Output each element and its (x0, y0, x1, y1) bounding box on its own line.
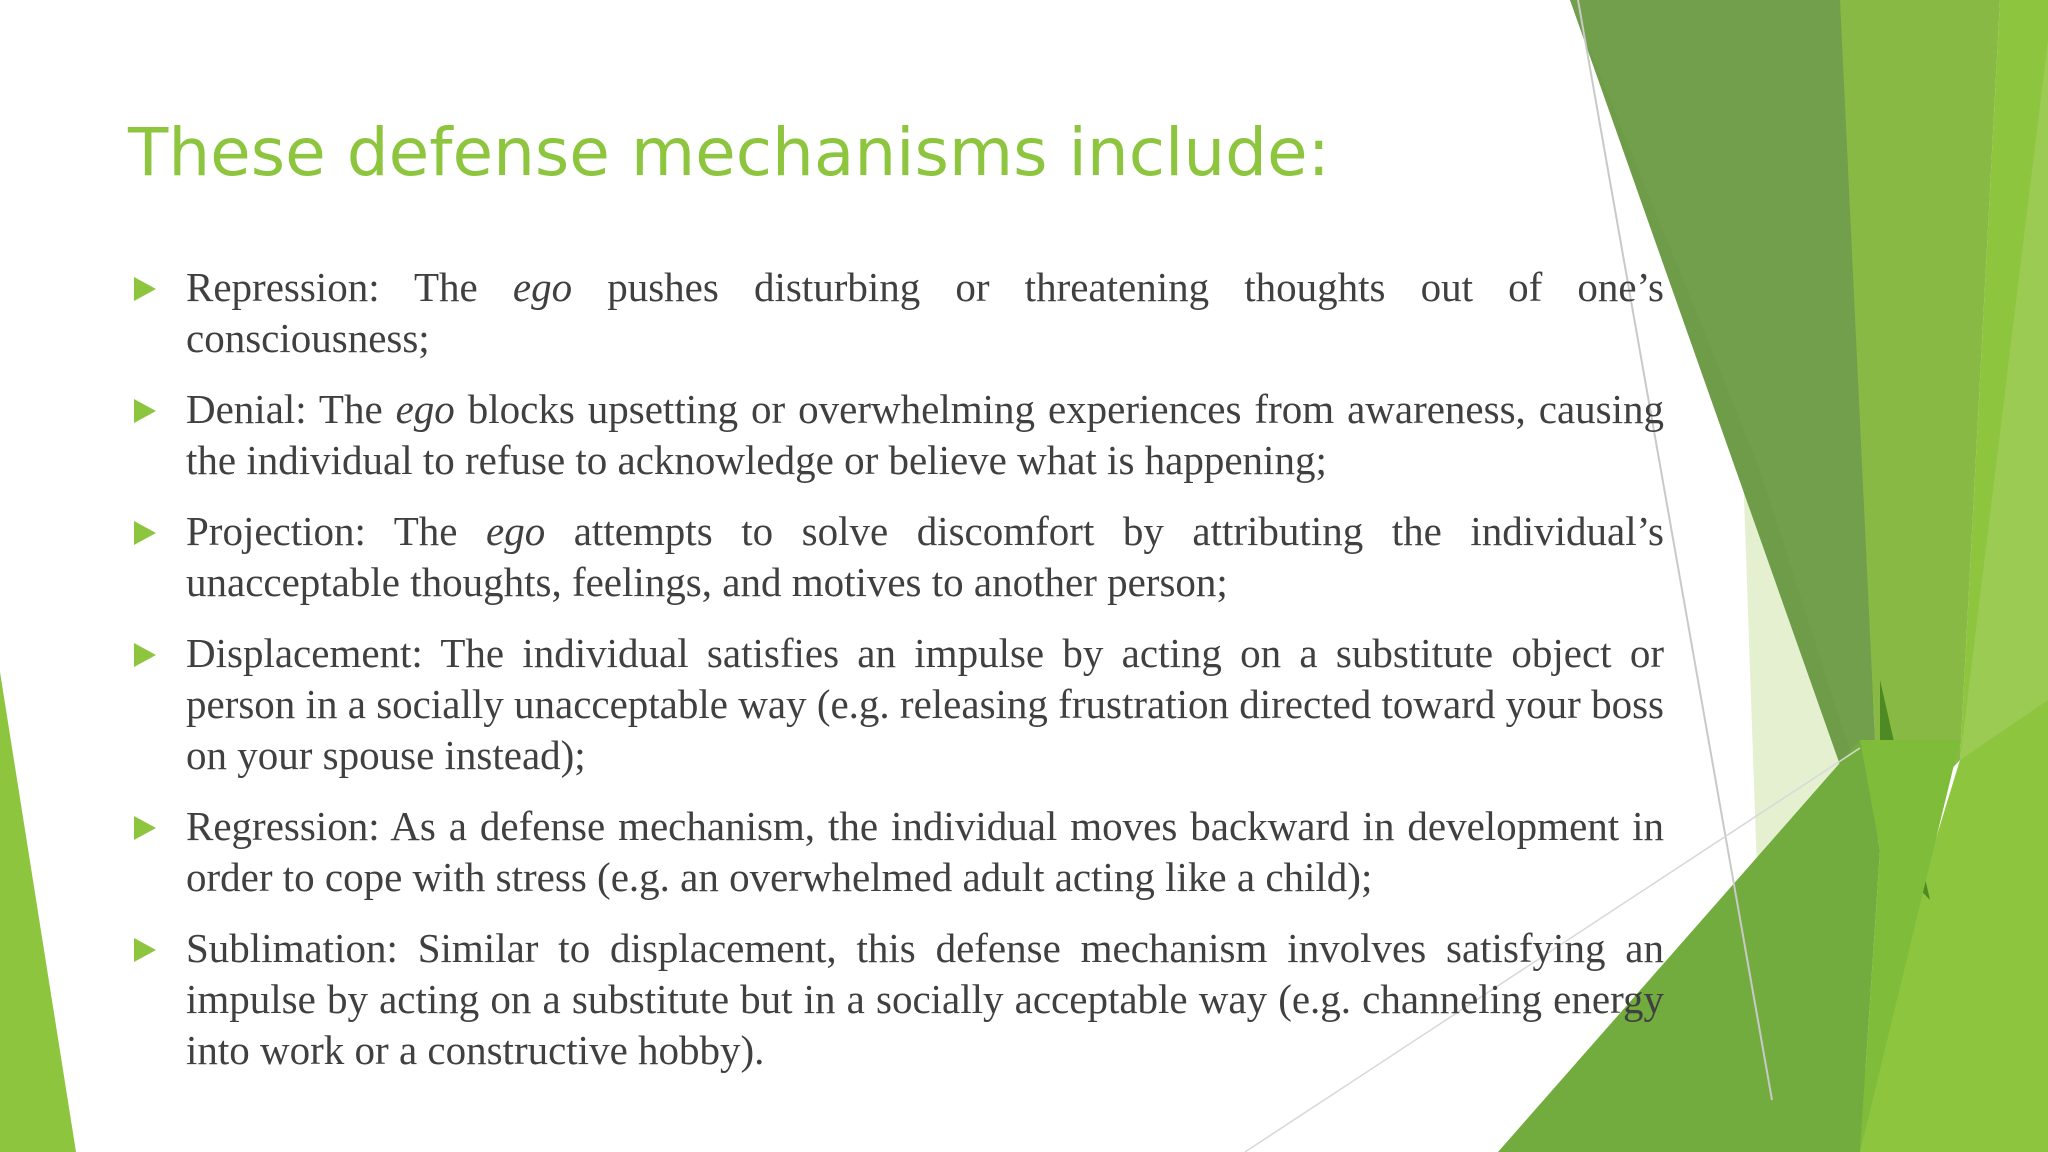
bullet-term: Denial (186, 386, 296, 432)
bullet-term: Displacement (186, 630, 412, 676)
bullet-term: Projection (186, 508, 355, 554)
bullet-text: : As a defense mechanism, the individual moves backward in development in order to cope with stress (e.g. an overwhelmed adult acting like a child); (186, 803, 1664, 900)
list-item (130, 923, 1664, 1076)
list-item (130, 262, 1664, 364)
bullet-text: : The (368, 264, 513, 310)
left-edge-shape (0, 672, 76, 1152)
bullet-text: : The individual satisfies an impulse by acting on a substitute object or person in a socially unacceptable way (e.g. releasing frustration directed toward your boss on your spouse instead); (186, 630, 1664, 778)
list-item (130, 506, 1664, 608)
triangle-right-icon (134, 816, 156, 840)
triangle-right-icon (134, 399, 156, 423)
bullet-text-after: blocks upsetting or overwhelming experiences from awareness, causing the individual to refuse to acknowledge or believe what is happening; (186, 386, 1664, 483)
triangle-right-icon (134, 938, 156, 962)
bullet-term: Repression (186, 264, 369, 310)
bullet-emphasis: ego (395, 386, 455, 432)
triangle-right-icon (134, 643, 156, 667)
bullet-text: : The (354, 508, 486, 554)
bullet-text: : Similar to displacement, this defense mechanism involves satisfying an impulse by acting on a substitute but in a socially acceptable way (e.g. channeling energy into work or a constructive hobby). (186, 925, 1664, 1073)
list-item (130, 801, 1664, 903)
bullet-text-after: pushes disturbing or threatening thoughts out of one’s consciousness; (186, 264, 1664, 361)
bullet-term: Sublimation (186, 925, 387, 971)
triangle-right-icon (134, 521, 156, 545)
slide-title: These defense mechanisms include: (128, 114, 1330, 191)
bullet-list (130, 262, 1664, 1096)
list-item (130, 384, 1664, 486)
bullet-emphasis: ego (486, 508, 546, 554)
triangle-right-icon (134, 277, 156, 301)
list-item (130, 628, 1664, 781)
bullet-term: Regression (186, 803, 369, 849)
bullet-text-after: attempts to solve discomfort by attributing the individual’s unacceptable thoughts, feelings, and motives to another person; (186, 508, 1664, 605)
bullet-text: : The (295, 386, 396, 432)
bullet-emphasis: ego (512, 264, 573, 310)
